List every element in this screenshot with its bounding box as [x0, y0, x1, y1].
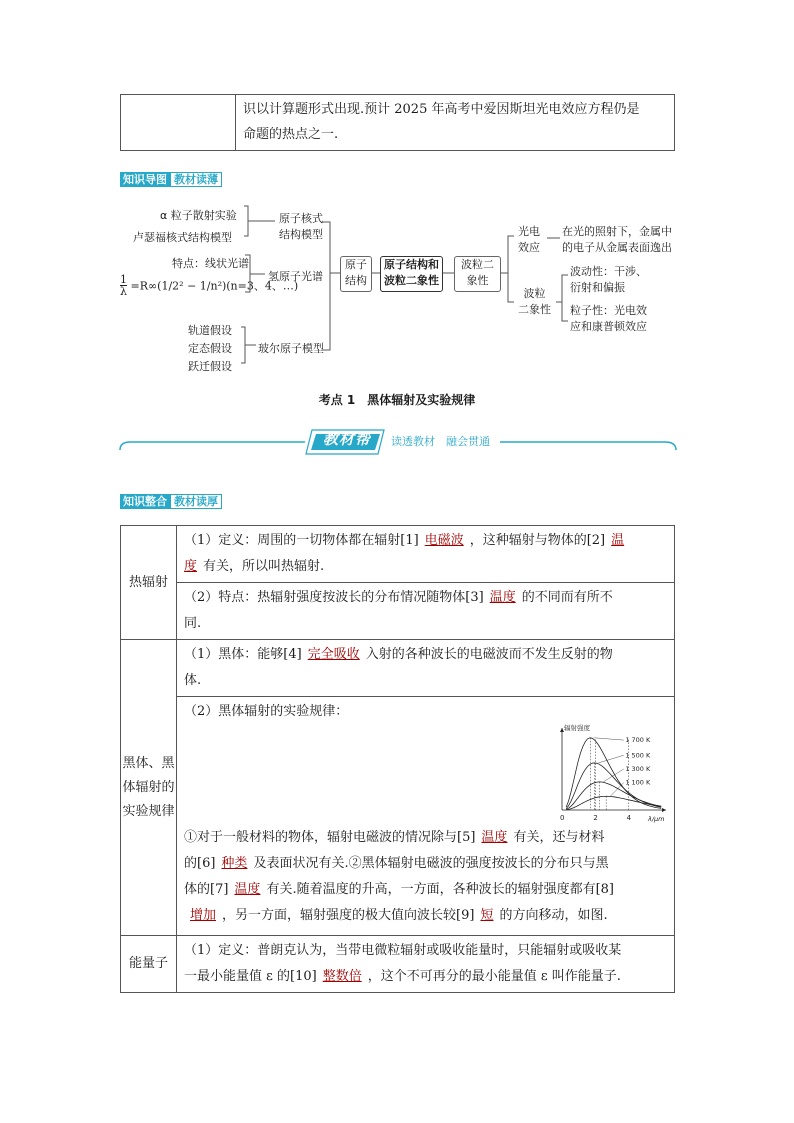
r2b-l3-post: 有关.随着温度的升高，一方面，各种波长的辐射强度都有[8]: [266, 882, 614, 897]
wave-prop-line2: 衍射和偏振: [570, 281, 625, 294]
answer-1: 电磁波: [424, 533, 464, 548]
mindmap-hydrogen: 氢原子光谱: [268, 270, 323, 283]
photo-desc-line2: 的电子从金属表面逸出: [562, 241, 672, 254]
mindmap-bohr: 玻尔原子模型: [258, 342, 324, 355]
r3-l2-pre: 一最小能量值 ε 的[10]: [184, 969, 317, 984]
answer-10: 整数倍: [322, 969, 362, 984]
r2b-l4-post: 的方向移动，如图.: [499, 908, 608, 923]
wave-particle-line1: 波粒二: [461, 258, 494, 271]
answer-8: 增加: [190, 908, 217, 923]
blackbody-label-line3: 实验规律: [122, 803, 175, 819]
r2a-post2: 体.: [184, 673, 202, 688]
photo-desc-line1: 在光的照射下，金属中: [562, 225, 672, 238]
top-table-line-1: 识以计算题形式出现.预计 2025 年高考中爱因斯坦光电效应方程仍是: [243, 102, 640, 117]
r1a-pre: （1）定义：周围的一切物体都在辐射[1]: [184, 533, 419, 548]
r3-l2-post: ，这个不可再分的最小能量值 ε 叫作能量子.: [367, 969, 621, 984]
row-heat-radiation-feature: [177, 583, 675, 640]
knowledge-tag-part1: 知识整合: [120, 494, 170, 509]
mindmap-center: [380, 256, 443, 292]
r1b-pre: （2）特点：热辐射强度按波长的分布情况随物体[3]: [184, 590, 484, 605]
mindmap-tag-part1: 知识导图: [120, 172, 170, 187]
r2b-l1-post: 有关，还与材料: [513, 830, 605, 845]
chart-ylabel: 辐射强度: [564, 724, 590, 732]
particle-prop-line1: 粒子性：光电效: [570, 304, 647, 317]
answer-6: 种类: [221, 856, 248, 871]
mindmap-nuclear-model: [279, 211, 323, 243]
mindmap-feature: 特点：线状光谱: [172, 257, 249, 270]
chart-xlabel: λ/μm: [648, 815, 665, 823]
chart-curves: [566, 738, 661, 810]
mindmap-nuclear-model-line1: 原子核式: [279, 212, 323, 225]
r1b-post2: 同.: [184, 616, 202, 631]
mindmap-nuclear-model-line2: 结构模型: [279, 228, 323, 241]
row-blackbody-definition: [177, 640, 675, 697]
mindmap-particle-prop: [570, 303, 647, 335]
formula-numerator: 1: [120, 273, 127, 286]
atom-structure-line1: 原子: [345, 258, 367, 271]
r2b-l1-pre: ①对于一般材料的物体，辐射电磁波的情况除与[5]: [184, 830, 476, 845]
chart-x-tick-label: 0: [560, 814, 565, 822]
r1a-mid: ，这种辐射与物体的[2]: [469, 533, 606, 548]
series-label: 1 700 K: [625, 736, 651, 745]
series-label-leader: [604, 769, 624, 782]
banner-slogan: 读透教材 融会贯通: [391, 435, 490, 448]
knowledge-tag: [120, 494, 222, 509]
r2a-pre: （1）黑体：能够[4]: [184, 647, 302, 662]
row-quantum-label: [121, 936, 177, 993]
wave-particle-line2: 象性: [466, 274, 489, 287]
answer-2a: 温: [611, 533, 625, 548]
top-table-line-2: 命题的热点之一.: [243, 127, 339, 142]
series-label: 1 100 K: [625, 778, 651, 787]
mindmap-alpha-exp: α 粒子散射实验: [160, 209, 237, 222]
answer-2b: 度: [184, 559, 198, 574]
mindmap-orbit: 轨道假设: [188, 324, 232, 337]
photo-effect-line1: 光电: [518, 225, 540, 238]
heat-radiation-label: 热辐射: [128, 574, 168, 590]
formula-body: =R∞(1/2² − 1/n²)(n=3、4、…): [130, 279, 299, 293]
curve-1700K: [566, 738, 661, 809]
mindmap-tag-part2: 教材读薄: [170, 172, 222, 187]
chart-x-tick-label: 4: [626, 814, 632, 822]
center-line2: 波粒二象性: [384, 274, 439, 287]
blackbody-chart: [552, 722, 670, 824]
duality-line2: 二象性: [518, 303, 551, 316]
particle-prop-line2: 应和康普顿效应: [570, 320, 647, 333]
blackbody-label-line2: 体辐射的: [122, 779, 175, 795]
row-quantum-definition: [177, 936, 675, 993]
mindmap-transition: 跃迁假设: [188, 360, 232, 373]
blackbody-label-line1: 黑体、黑: [122, 755, 175, 771]
row-blackbody-label: [121, 640, 177, 936]
banner-logo: 教材帮: [322, 430, 371, 448]
answer-3: 温度: [489, 590, 516, 605]
series-label-leader: [594, 738, 623, 740]
answer-4: 完全吸收: [307, 647, 360, 662]
mindmap-wave-prop: [570, 264, 647, 296]
r2b-body: [184, 825, 668, 929]
mindmap-atom-structure: [340, 256, 372, 292]
series-label: 1 300 K: [625, 764, 651, 773]
r2b-l3-pre: 体的[7]: [184, 882, 229, 897]
answer-5: 温度: [481, 830, 508, 845]
answer-9: 短: [480, 908, 494, 923]
r2b-l4-mid: ，另一方面，辐射强度的极大值向波长较[9]: [222, 908, 475, 923]
r3-l1: （1）定义：普朗克认为，当带电微粒辐射或吸收能量时，只能辐射或吸收某: [184, 943, 622, 958]
r1b-post1: 的不同而有所不: [521, 590, 613, 605]
row-heat-radiation-definition: [177, 526, 675, 583]
knowledge-tag-part2: 教材读厚: [170, 494, 222, 509]
mindmap-connectors: [0, 0, 794, 400]
row-heat-radiation-label: [121, 526, 177, 640]
r1a-post: 有关，所以叫热辐射.: [203, 559, 325, 574]
wave-prop-line1: 波动性：干涉、: [570, 265, 647, 278]
r2b-l2-pre: 的[6]: [184, 856, 216, 871]
r2b-l2-post: 及表面状况有关.②黑体辐射电磁波的强度按波长的分布只与黑: [253, 856, 609, 871]
section-title: 考点 1 黑体辐射及实验规律: [318, 393, 476, 407]
mindmap-stationary: 定态假设: [188, 342, 232, 355]
formula-fraction: [120, 274, 127, 297]
mindmap-wave-particle: [454, 256, 501, 292]
answer-7: 温度: [234, 882, 261, 897]
duality-line1: 波粒: [523, 287, 546, 300]
formula-denominator: λ: [120, 285, 127, 298]
series-label-leader: [610, 783, 624, 797]
center-line1: 原子结构和: [384, 258, 439, 271]
chart-x-tick-label: 2: [593, 814, 598, 822]
photo-effect-line2: 效应: [518, 241, 540, 254]
mindmap-photo-effect: [518, 224, 540, 256]
r2b-title: （2）黑体辐射的实验规律：: [184, 704, 349, 719]
mindmap-duality: [518, 286, 551, 318]
mindmap-rutherford: 卢瑟福核式结构模型: [133, 231, 232, 244]
r2a-post1: 入射的各种波长的电磁波而不发生反射的物: [365, 647, 613, 662]
atom-structure-line2: 结构: [345, 274, 367, 287]
x-axis-arrow: [662, 808, 666, 812]
series-label: 1 500 K: [625, 751, 651, 760]
quantum-label: 能量子: [128, 956, 168, 971]
mindmap-photo-desc: [562, 224, 672, 256]
series-label-leader: [599, 755, 624, 763]
